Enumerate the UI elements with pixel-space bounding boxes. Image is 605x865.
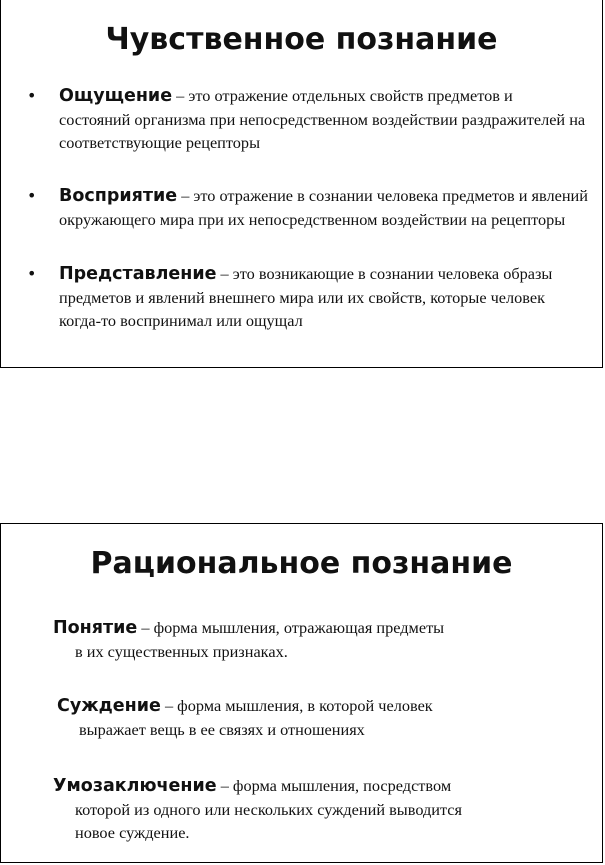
bullet-text — [59, 262, 588, 332]
definition-item — [57, 694, 433, 741]
bullet-text — [59, 84, 588, 154]
definition-first-line — [53, 616, 444, 640]
bullet-text — [59, 184, 588, 231]
term: Понятие — [53, 618, 138, 638]
term: Суждение — [57, 696, 161, 716]
slide-title: Рациональное познание — [90, 546, 513, 581]
slide-sensory-cognition — [0, 0, 603, 368]
bullet-item — [27, 184, 588, 231]
definition-first-line — [57, 694, 433, 718]
bullet-dot-icon: • — [27, 86, 37, 105]
bullet-dot-icon: • — [27, 186, 37, 205]
definition-line: в их существенных признаках. — [75, 642, 288, 661]
definition: – это возникающие в сознании человека образы предметов и явлений внешнего мира или их свойств, которые человек когда-то воспринимал или ощущал — [59, 264, 553, 330]
definition: – это отражение в сознании человека предметов и явлений окружающего мира при их непосредственном воздействии на рецепторы — [59, 186, 588, 229]
definition-line: которой из одного или нескольких суждений выводится — [75, 800, 463, 819]
definition: – это отражение отдельных свойств предметов и состояний организма при непосредственном воздействии раздражителей на соответствующие рецепторы — [59, 86, 586, 152]
definition-text: – форма мышления, посредством — [216, 776, 452, 795]
term: Восприятие — [59, 186, 178, 206]
definition-first-line — [53, 774, 462, 798]
bullet-item — [27, 84, 588, 154]
definition-text: – форма мышления, в которой человек — [160, 696, 433, 715]
slide-rational-cognition — [0, 523, 603, 863]
definition-item — [53, 616, 444, 663]
definition-text: – форма мышления, отражающая предметы — [137, 618, 445, 637]
bullet-item — [27, 262, 588, 332]
term: Представление — [59, 264, 217, 284]
definition-item — [53, 774, 462, 844]
term: Ощущение — [59, 86, 173, 106]
definition-line: новое суждение. — [75, 823, 190, 842]
slide-title: Чувственное познание — [105, 22, 498, 57]
term: Умозаключение — [53, 776, 217, 796]
definition-line: выражает вещь в ее связях и отношениях — [79, 720, 365, 739]
bullet-dot-icon: • — [27, 264, 37, 283]
